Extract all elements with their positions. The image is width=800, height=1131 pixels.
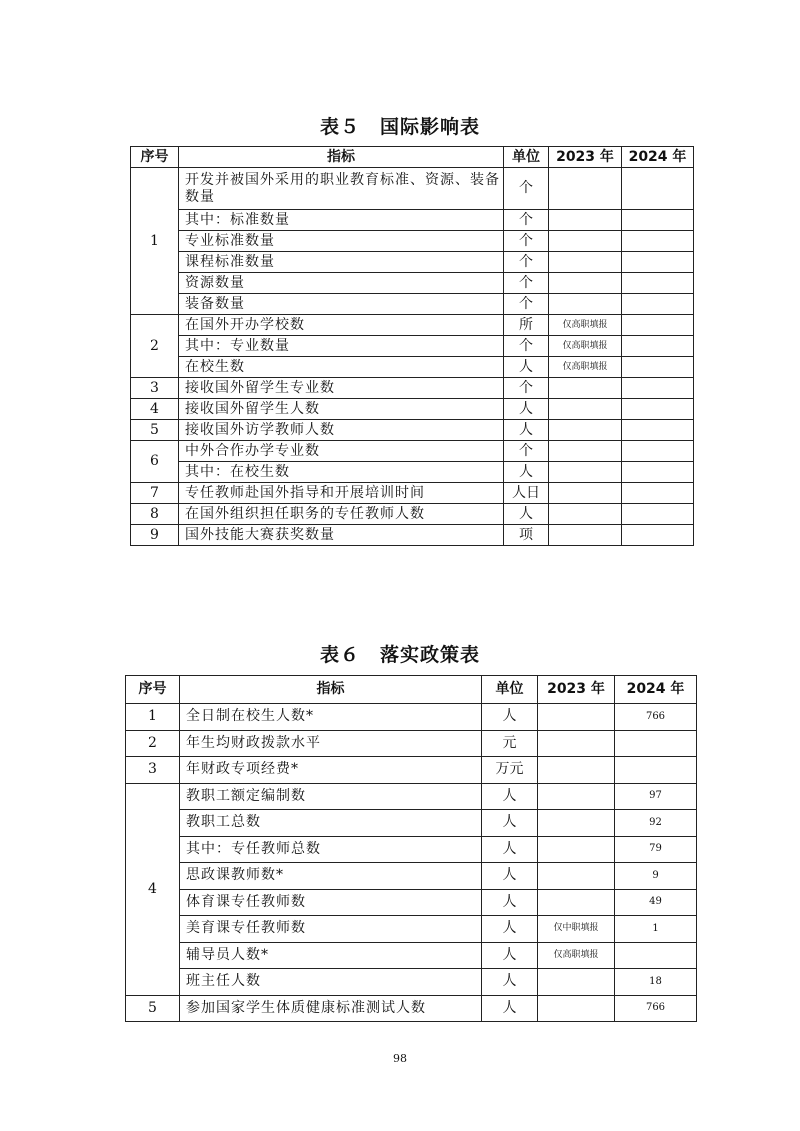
value-2023-cell	[549, 420, 622, 441]
unit-cell: 个	[504, 378, 549, 399]
unit-cell: 个	[504, 336, 549, 357]
value-2023-cell	[538, 757, 615, 784]
header-unit: 单位	[482, 676, 538, 704]
value-2024-cell	[622, 252, 694, 273]
value-2024-cell	[615, 942, 697, 969]
seq-cell: 6	[131, 441, 179, 483]
value-2024-cell	[622, 231, 694, 252]
unit-cell: 人	[482, 836, 538, 863]
value-2023-cell	[549, 378, 622, 399]
value-2023-cell	[549, 210, 622, 231]
table6-title: 表６ 落实政策表	[319, 644, 480, 666]
unit-cell: 所	[504, 315, 549, 336]
unit-cell: 个	[504, 294, 549, 315]
value-2024-cell	[622, 210, 694, 231]
unit-cell: 人	[504, 462, 549, 483]
seq-cell: 4	[126, 783, 180, 995]
page-number: 98	[393, 1052, 407, 1065]
indicator-cell: 在国外组织担任职务的专任教师人数	[179, 504, 504, 525]
header-2024: 2024 年	[622, 147, 694, 168]
value-2023-cell	[538, 836, 615, 863]
seq-cell: 3	[131, 378, 179, 399]
indicator-cell: 中外合作办学专业数	[179, 441, 504, 462]
value-2024-cell: 766	[615, 704, 697, 731]
indicator-cell: 装备数量	[179, 294, 504, 315]
seq-cell: 2	[131, 315, 179, 378]
table-row	[126, 969, 697, 996]
table-row	[131, 273, 694, 294]
value-2024-cell	[622, 378, 694, 399]
table-row	[131, 441, 694, 462]
table-row	[131, 252, 694, 273]
indicator-cell: 其中：标准数量	[179, 210, 504, 231]
table-row	[131, 525, 694, 546]
table-row	[131, 357, 694, 378]
indicator-cell: 其中：专业数量	[179, 336, 504, 357]
value-2024-cell	[622, 441, 694, 462]
value-2023-cell: 仅中职填报	[538, 916, 615, 943]
value-2024-cell: 97	[615, 783, 697, 810]
value-2024-cell	[615, 730, 697, 757]
indicator-cell: 专任教师赴国外指导和开展培训时间	[179, 483, 504, 504]
table-row	[126, 704, 697, 731]
unit-cell: 个	[504, 252, 549, 273]
unit-cell: 人	[504, 504, 549, 525]
seq-cell: 3	[126, 757, 180, 784]
unit-cell: 人	[482, 783, 538, 810]
unit-cell: 人	[482, 916, 538, 943]
indicator-cell: 全日制在校生人数*	[180, 704, 482, 731]
unit-cell: 元	[482, 730, 538, 757]
header-indicator: 指标	[179, 147, 504, 168]
table-row	[126, 995, 697, 1022]
unit-cell: 人	[482, 889, 538, 916]
header-indicator: 指标	[180, 676, 482, 704]
value-2024-cell: 79	[615, 836, 697, 863]
header-seq: 序号	[126, 676, 180, 704]
value-2023-cell	[549, 231, 622, 252]
header-2024: 2024 年	[615, 676, 697, 704]
indicator-cell: 班主任人数	[180, 969, 482, 996]
table-row	[131, 504, 694, 525]
value-2024-cell	[622, 462, 694, 483]
unit-cell: 个	[504, 168, 549, 210]
indicator-cell: 课程标准数量	[179, 252, 504, 273]
indicator-cell: 参加国家学生体质健康标准测试人数	[180, 995, 482, 1022]
table-row	[131, 231, 694, 252]
unit-cell: 人	[482, 995, 538, 1022]
unit-cell: 人	[482, 863, 538, 890]
value-2023-cell	[549, 399, 622, 420]
indicator-cell: 在国外开办学校数	[179, 315, 504, 336]
unit-cell: 个	[504, 273, 549, 294]
table-row	[126, 863, 697, 890]
value-2023-cell: 仅高职填报	[538, 942, 615, 969]
table-row	[131, 294, 694, 315]
seq-cell: 8	[131, 504, 179, 525]
value-2024-cell: 18	[615, 969, 697, 996]
unit-cell: 人	[482, 810, 538, 837]
value-2023-cell	[549, 504, 622, 525]
seq-cell: 5	[126, 995, 180, 1022]
seq-cell: 4	[131, 399, 179, 420]
value-2023-cell	[538, 995, 615, 1022]
header-2023: 2023 年	[538, 676, 615, 704]
unit-cell: 万元	[482, 757, 538, 784]
value-2023-cell	[549, 273, 622, 294]
table-row	[126, 836, 697, 863]
table-row	[126, 916, 697, 943]
unit-cell: 个	[504, 441, 549, 462]
table5-title: 表５ 国际影响表	[319, 116, 480, 138]
value-2024-cell	[622, 315, 694, 336]
international-influence-table	[130, 146, 694, 546]
header-seq: 序号	[131, 147, 179, 168]
table-row	[131, 462, 694, 483]
table-row	[131, 378, 694, 399]
table-row	[131, 315, 694, 336]
value-2023-cell	[538, 969, 615, 996]
unit-cell: 人	[504, 420, 549, 441]
value-2023-cell	[538, 783, 615, 810]
value-2024-cell: 1	[615, 916, 697, 943]
value-2023-cell: 仅高职填报	[549, 357, 622, 378]
indicator-cell: 年财政专项经费*	[180, 757, 482, 784]
unit-cell: 人	[482, 704, 538, 731]
value-2023-cell	[538, 863, 615, 890]
indicator-cell: 资源数量	[179, 273, 504, 294]
table-row	[126, 757, 697, 784]
unit-cell: 人	[504, 357, 549, 378]
indicator-cell: 接收国外留学生专业数	[179, 378, 504, 399]
table-row	[131, 168, 694, 210]
header-2023: 2023 年	[549, 147, 622, 168]
value-2023-cell	[549, 294, 622, 315]
unit-cell: 个	[504, 210, 549, 231]
value-2023-cell: 仅高职填报	[549, 336, 622, 357]
table-row	[131, 336, 694, 357]
value-2024-cell: 9	[615, 863, 697, 890]
value-2024-cell	[622, 273, 694, 294]
indicator-cell: 教职工额定编制数	[180, 783, 482, 810]
value-2024-cell	[622, 525, 694, 546]
value-2024-cell	[622, 504, 694, 525]
value-2023-cell	[549, 483, 622, 504]
value-2024-cell	[622, 420, 694, 441]
indicator-cell: 体育课专任教师数	[180, 889, 482, 916]
value-2023-cell	[538, 704, 615, 731]
header-unit: 单位	[504, 147, 549, 168]
value-2024-cell	[622, 357, 694, 378]
seq-cell: 1	[131, 168, 179, 315]
value-2024-cell	[622, 294, 694, 315]
indicator-cell: 开发并被国外采用的职业教育标准、资源、装备数量	[179, 168, 504, 210]
table-row	[126, 942, 697, 969]
indicator-cell: 年生均财政拨款水平	[180, 730, 482, 757]
value-2024-cell	[615, 757, 697, 784]
indicator-cell: 美育课专任教师数	[180, 916, 482, 943]
value-2023-cell	[549, 252, 622, 273]
value-2023-cell	[538, 730, 615, 757]
value-2024-cell: 92	[615, 810, 697, 837]
unit-cell: 人	[482, 969, 538, 996]
value-2023-cell	[538, 889, 615, 916]
value-2024-cell	[622, 168, 694, 210]
value-2023-cell	[538, 810, 615, 837]
indicator-cell: 其中：在校生数	[179, 462, 504, 483]
seq-cell: 2	[126, 730, 180, 757]
value-2024-cell	[622, 399, 694, 420]
value-2023-cell	[549, 441, 622, 462]
seq-cell: 5	[131, 420, 179, 441]
table-row	[131, 210, 694, 231]
value-2023-cell	[549, 525, 622, 546]
table-row	[131, 483, 694, 504]
table-row	[126, 783, 697, 810]
indicator-cell: 接收国外留学生人数	[179, 399, 504, 420]
indicator-cell: 专业标准数量	[179, 231, 504, 252]
table-row	[126, 889, 697, 916]
seq-cell: 1	[126, 704, 180, 731]
indicator-cell: 教职工总数	[180, 810, 482, 837]
value-2023-cell: 仅高职填报	[549, 315, 622, 336]
policy-implementation-table	[125, 675, 697, 1022]
value-2024-cell	[622, 483, 694, 504]
unit-cell: 人	[504, 399, 549, 420]
value-2024-cell: 766	[615, 995, 697, 1022]
value-2023-cell	[549, 168, 622, 210]
value-2024-cell: 49	[615, 889, 697, 916]
value-2023-cell	[549, 462, 622, 483]
table-row	[126, 810, 697, 837]
indicator-cell: 接收国外访学教师人数	[179, 420, 504, 441]
indicator-cell: 在校生数	[179, 357, 504, 378]
table-row	[131, 399, 694, 420]
table-row	[131, 420, 694, 441]
unit-cell: 个	[504, 231, 549, 252]
seq-cell: 9	[131, 525, 179, 546]
table-row	[126, 730, 697, 757]
indicator-cell: 国外技能大赛获奖数量	[179, 525, 504, 546]
indicator-cell: 辅导员人数*	[180, 942, 482, 969]
unit-cell: 项	[504, 525, 549, 546]
indicator-cell: 其中：专任教师总数	[180, 836, 482, 863]
value-2024-cell	[622, 336, 694, 357]
unit-cell: 人日	[504, 483, 549, 504]
unit-cell: 人	[482, 942, 538, 969]
seq-cell: 7	[131, 483, 179, 504]
indicator-cell: 思政课教师数*	[180, 863, 482, 890]
